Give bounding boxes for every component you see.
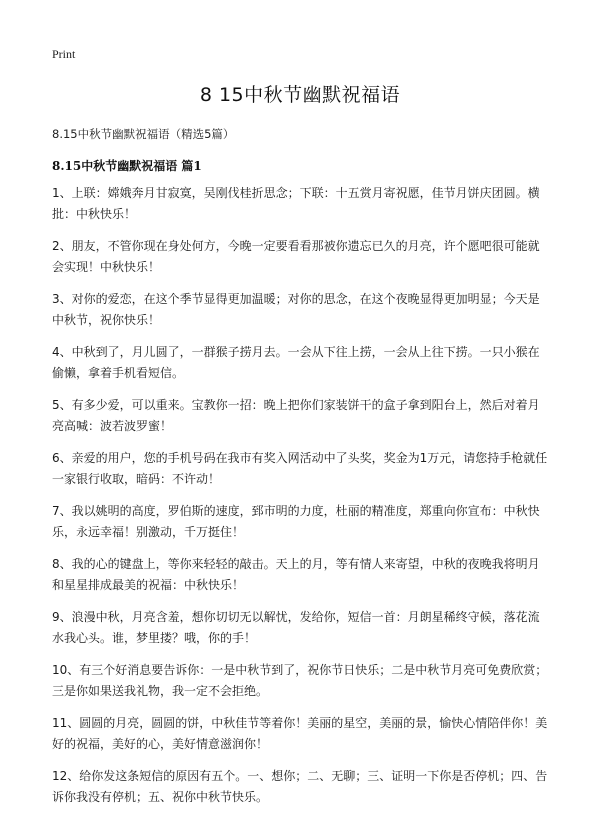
- paragraph-6: 6、亲爱的用户，您的手机号码在我市有奖入网活动中了头奖，奖金为1万元，请您持手枪就任一家银行收取，暗码：不许动！: [52, 451, 548, 486]
- paragraph-4: 4、中秋到了，月儿圆了，一群猴子捞月去。一会从下往上捞，一会从上往下捞。一只小猴在偷懒，拿着手机看短信。: [52, 345, 540, 380]
- paragraph-2: 2、朋友，不管你现在身处何方，今晚一定要看看那被你遗忘已久的月亮，许个愿吧很可能就会实现！中秋快乐！: [52, 239, 540, 274]
- section-heading: 8.15中秋节幽默祝福语 篇1: [52, 159, 202, 173]
- paragraph-3: 3、对你的爱恋，在这个季节显得更加温暖；对你的思念，在这个夜晚显得更加明显；今天是中秋节，祝你快乐！: [52, 292, 540, 327]
- page-title: 8 15中秋节幽默祝福语: [199, 84, 401, 106]
- paragraph-1: 1、上联：嫦娥奔月甘寂寞，吴刚伐桂折思念；下联：十五赏月寄祝愿，佳节月饼庆团圆。横批：中秋快乐！: [52, 186, 540, 221]
- paragraph-5: 5、有多少爱，可以重来。宝教你一招：晚上把你们家装饼干的盒子拿到阳台上，然后对着月亮高喊：波若波罗蜜！: [52, 398, 540, 433]
- print-link[interactable]: Print: [52, 47, 76, 61]
- paragraph-12: 12、给你发这条短信的原因有五个。一、想你；二、无聊；三、证明一下你是否停机；四、告诉你我没有停机；五、祝你中秋节快乐。: [52, 769, 548, 804]
- paragraph-11: 11、圆圆的月亮，圆圆的饼，中秋佳节等着你！美丽的星空，美丽的景，愉快心情陪伴你！美好的祝福，美好的心，美好情意滋润你！: [52, 716, 548, 751]
- paragraph-10: 10、有三个好消息要告诉你：一是中秋节到了，祝你节日快乐；二是中秋节月亮可免费欣赏；三是你如果送我礼物，我一定不会拒绝。: [52, 663, 548, 698]
- paragraph-7: 7、我以姚明的高度，罗伯斯的速度，郅市明的力度，杜丽的精准度，郑重向你宣布：中秋快乐，永远幸福！别激动，千万挺住！: [52, 504, 540, 539]
- paragraph-9: 9、浪漫中秋，月亮含羞，想你切切无以解忧，发给你，短信一首：月朗星稀终守候，落花流水我心头。谁，梦里搂？哦，你的手！: [52, 610, 540, 645]
- document-subtitle: 8.15中秋节幽默祝福语（精选5篇）: [52, 127, 235, 141]
- paragraph-8: 8、我的心的键盘上，等你来轻轻的敲击。天上的月，等有情人来寄望，中秋的夜晚我将明月和星星排成最美的祝福：中秋快乐！: [52, 557, 540, 592]
